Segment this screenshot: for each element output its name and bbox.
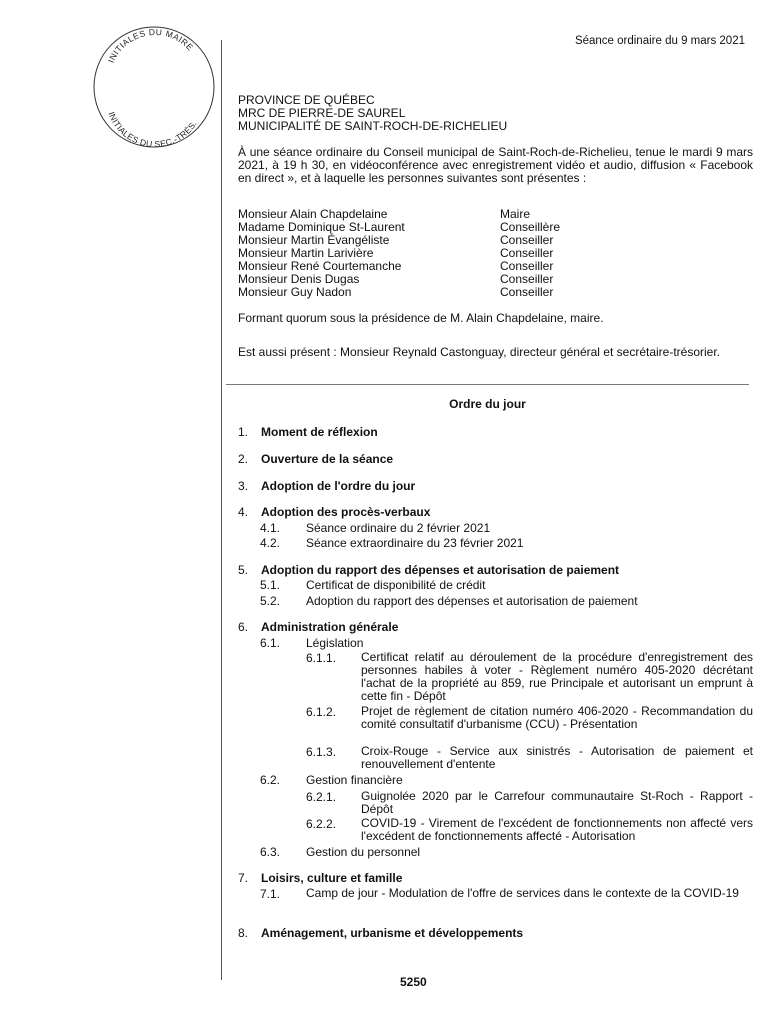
member-role: Conseiller <box>500 233 554 247</box>
item-number: 5.2. <box>260 594 281 608</box>
quorum-paragraph: Formant quorum sous la présidence de M. Alain Chapdelaine, maire. <box>238 311 604 325</box>
divider <box>226 384 749 385</box>
svg-text:INITIALES DU SEC.-TRÉS. <box>106 110 198 149</box>
member-role: Conseillère <box>500 220 561 234</box>
member-role: Conseiller <box>500 246 554 260</box>
item-text: Gestion financière <box>306 773 403 787</box>
item-text: Certificat de disponibilité de crédit <box>306 578 486 592</box>
item-text: Séance extraordinaire du 23 février 2021 <box>306 536 524 550</box>
section-title: Adoption de l'ordre du jour <box>261 479 416 493</box>
session-date: Séance ordinaire du 9 mars 2021 <box>574 35 745 47</box>
item-text: Guignolée 2020 par le Carrefour communautaire St-Roch - Rapport - Dépôt <box>361 789 753 816</box>
also-present-paragraph: Est aussi présent : Monsieur Reynald Castonguay, directeur général et secrétaire-trésorier. <box>238 345 721 359</box>
member-role: Conseiller <box>500 272 554 286</box>
section-title: Loisirs, culture et famille <box>261 871 403 885</box>
item-text: Séance ordinaire du 2 février 2021 <box>306 521 491 535</box>
section-title: Ouverture de la séance <box>261 452 394 466</box>
member-name: Monsieur Alain Chapdelaine <box>238 207 388 221</box>
member-row <box>238 286 560 299</box>
agenda-section-7 <box>238 871 402 885</box>
section-number: 7. <box>238 871 249 885</box>
section-number: 6. <box>238 620 249 634</box>
item-text: Législation <box>306 636 364 650</box>
section-number: 3. <box>238 479 249 493</box>
section-number: 4. <box>238 505 249 519</box>
member-name: Monsieur Martin Évangéliste <box>238 233 390 247</box>
seal-bottom-text: INITIALES DU SEC.-TRÉS. <box>106 110 199 150</box>
item-text: Adoption du rapport des dépenses et autorisation de paiement <box>306 594 638 608</box>
member-role: Conseiller <box>500 285 554 299</box>
agenda-title: Ordre du jour <box>449 397 526 411</box>
address-line-2: MRC DE PIERRE-DE SAUREL <box>238 106 406 120</box>
item-text: Croix-Rouge - Service aux sinistrés - Autorisation de paiement et renouvellement d'entente <box>361 744 753 771</box>
member-name: Monsieur René Courtemanche <box>238 259 402 273</box>
item-text: Gestion du personnel <box>306 845 421 859</box>
agenda-section-1 <box>238 425 378 439</box>
member-role: Conseiller <box>500 259 554 273</box>
agenda-section-6 <box>238 620 398 634</box>
section-title: Moment de réflexion <box>261 425 378 439</box>
section-title: Adoption du rapport des dépenses et autorisation de paiement <box>261 563 620 577</box>
item-number: 6.2.1. <box>306 790 337 804</box>
section-title: Aménagement, urbanisme et développements <box>261 926 524 940</box>
svg-text:INITIALES DU MAIRE <box>106 27 196 64</box>
section-number: 1. <box>238 425 249 439</box>
item-number: 6.1.3. <box>306 745 337 759</box>
initials-seal <box>88 20 218 150</box>
margin-line <box>221 40 222 980</box>
member-name: Monsieur Denis Dugas <box>238 272 360 286</box>
seal-top-text: INITIALES DU MAIRE <box>105 26 196 65</box>
item-number: 6.1. <box>260 636 281 650</box>
item-number: 6.3. <box>260 845 281 859</box>
section-title: Administration générale <box>261 620 399 634</box>
item-number: 7.1. <box>260 887 281 901</box>
section-number: 8. <box>238 926 249 940</box>
section-number: 5. <box>238 563 249 577</box>
item-number: 4.2. <box>260 536 281 550</box>
section-title: Adoption des procès-verbaux <box>261 505 431 519</box>
agenda-section-2 <box>238 452 393 466</box>
item-text: Projet de règlement de citation numéro 406-2020 - Recommandation du comité consultatif d'urbanisme (CCU) - Présentation <box>361 704 753 731</box>
intro-paragraph: À une séance ordinaire du Conseil municipal de Saint-Roch-de-Richelieu, tenue le mardi 9 mars 2021, à 19 h 30, en vidéoconférence avec enregistrement vidéo et audio, diffusion « Facebook en direct », et à laquelle les personnes suivantes sont présentes : <box>238 145 753 185</box>
item-number: 6.1.1. <box>306 651 337 665</box>
agenda-section-8 <box>238 926 523 940</box>
item-number: 4.1. <box>260 521 281 535</box>
item-number: 6.1.2. <box>306 705 337 719</box>
section-number: 2. <box>238 452 249 466</box>
address-line-1: PROVINCE DE QUÉBEC <box>238 93 375 107</box>
member-name: Madame Dominique St-Laurent <box>238 220 405 234</box>
item-number: 5.1. <box>260 578 281 592</box>
item-number: 6.2. <box>260 773 281 787</box>
member-name: Monsieur Guy Nadon <box>238 285 352 299</box>
item-text: COVID-19 - Virement de l'excédent de fonctionnements non affecté vers l'excédent de fonctionnements affecté - Autorisation <box>361 816 753 843</box>
item-number: 6.2.2. <box>306 817 337 831</box>
agenda-section-5 <box>238 563 619 577</box>
item-text: Certificat relatif au déroulement de la procédure d'enregistrement des personnes habiles à voter - Règlement numéro 405-2020 décrétant l'achat de la propriété au 859, rue Principale et autorisant un emprunt à cette fin - Dépôt <box>361 650 753 703</box>
address-line-3: MUNICIPALITÉ DE SAINT-ROCH-DE-RICHELIEU <box>238 119 508 133</box>
item-text: Camp de jour - Modulation de l'offre de services dans le contexte de la COVID-19 <box>306 886 739 900</box>
member-name: Monsieur Martin Larivière <box>238 246 374 260</box>
page-number: 5250 <box>400 975 427 989</box>
agenda-section-3 <box>238 479 415 493</box>
members-list <box>238 208 560 299</box>
agenda-section-4 <box>238 505 430 519</box>
member-role: Maire <box>500 207 531 221</box>
address-block <box>238 94 507 133</box>
